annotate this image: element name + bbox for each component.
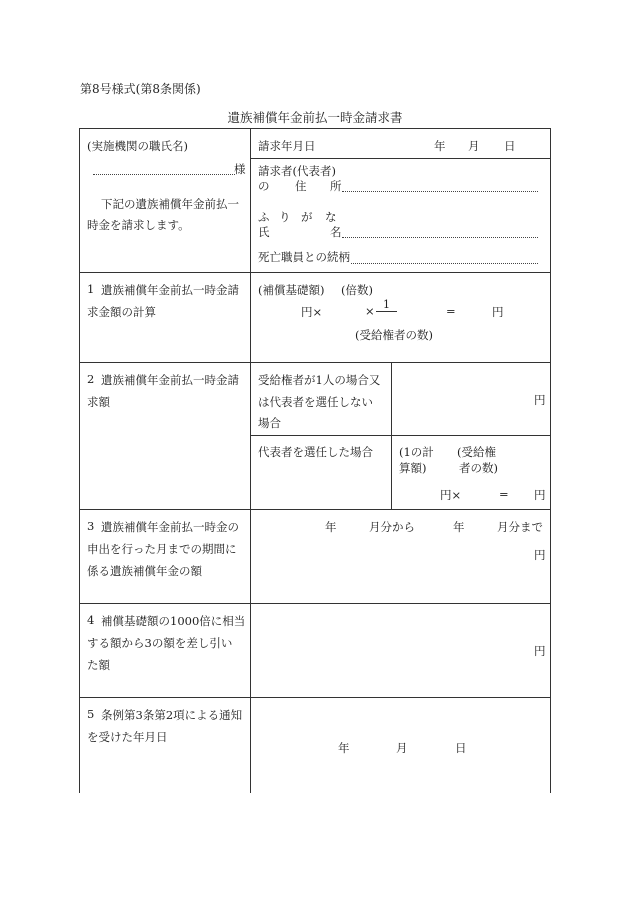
request-text-line1: 下記の遺族補償年金前払一	[101, 197, 239, 211]
section4-yen: 円	[534, 644, 546, 658]
request-date-day: 日	[504, 139, 516, 153]
date-row-divider	[250, 158, 551, 159]
table-left-border	[79, 128, 80, 793]
furigana-char-2: り	[279, 210, 291, 224]
section5-number: 5	[87, 707, 95, 721]
section1-yen: 円	[492, 305, 504, 319]
section3-to-label: 月分まで	[497, 520, 543, 534]
section5-label-line1: 条例第3条第2項による通知	[101, 708, 243, 722]
section1-equals: =	[446, 304, 456, 318]
section4-label-line2: する額から3の額を差し引い	[87, 636, 233, 650]
section2-label-line1: 遺族補償年金前払一時金請	[101, 373, 239, 387]
section2-rep-yen: 円	[534, 488, 546, 502]
section2-inner-horizontal	[250, 435, 551, 436]
request-date-year: 年	[434, 139, 446, 153]
relation-field[interactable]	[351, 263, 538, 264]
section3-year2: 年	[453, 520, 465, 534]
section1-times: ×	[365, 304, 375, 318]
section1-number: 1	[87, 282, 95, 296]
section3-label-line2: 申出を行った月までの期間に	[87, 542, 237, 556]
section1-label-line1: 遺族補償年金前払一時金請	[101, 283, 239, 297]
request-text-line2: 時金を請求します。	[87, 218, 190, 232]
claimant-label: 請求者(代表者)	[258, 164, 336, 178]
row-divider-4	[79, 603, 551, 604]
section3-from-label: 月分から	[369, 520, 415, 534]
section1-multiplier-label: (倍数)	[341, 283, 373, 297]
section4-label-line3: た額	[87, 658, 110, 672]
section3-yen: 円	[534, 548, 546, 562]
furigana-char-1: ふ	[258, 210, 270, 224]
furigana-char-3: が	[301, 210, 313, 224]
address-field[interactable]	[342, 191, 538, 192]
address-char-no: の	[258, 179, 270, 193]
table-top-border	[79, 128, 551, 129]
section1-denominator-label: (受給権者の数)	[355, 328, 433, 342]
row-divider-2	[79, 362, 551, 363]
section1-base-label: (補償基礎額)	[258, 283, 325, 297]
section2-rep-equals: =	[499, 487, 509, 501]
section2-rep-label: 代表者を選任した場合	[258, 445, 373, 459]
section5-month: 月	[396, 741, 408, 755]
table-right-border	[550, 128, 551, 793]
section2-rep-yen-times: 円×	[440, 488, 462, 502]
section2-single-line1: 受給権者が1人の場合又	[258, 373, 381, 387]
section2-single-line2: は代表者を選任しない	[258, 395, 373, 409]
section5-day: 日	[455, 741, 467, 755]
request-date-label: 請求年月日	[258, 139, 316, 153]
address-char-ju: 住	[295, 179, 307, 193]
column-divider	[250, 128, 251, 793]
section1-label-line2: 求金額の計算	[87, 305, 156, 319]
sama-label: 様	[234, 162, 246, 176]
section2-label-line2: 求額	[87, 395, 110, 409]
section5-label-line2: を受けた年月日	[87, 730, 168, 744]
section4-label-line1: 補償基礎額の1000倍に相当	[101, 614, 246, 628]
section1-fraction-line	[376, 311, 397, 312]
section3-label-line1: 遺族補償年金前払一時金の	[101, 520, 239, 534]
section2-rep-count-line1: (受給権	[457, 445, 496, 459]
address-char-sho: 所	[330, 179, 342, 193]
section2-single-line3: 場合	[258, 416, 281, 430]
row-divider-3	[79, 509, 551, 510]
institution-label: (実施機関の職氏名)	[87, 139, 188, 153]
application-form-table	[79, 128, 551, 793]
section1-yen-times: 円×	[301, 305, 323, 319]
name-field[interactable]	[342, 237, 538, 238]
row-divider-1	[79, 272, 551, 273]
section5-year: 年	[338, 741, 350, 755]
section1-numerator: 1	[383, 298, 390, 311]
institution-name-line[interactable]	[93, 174, 235, 175]
section2-rep-calc-line2: 算額)	[399, 461, 427, 475]
section2-rep-count-line2: 者の数)	[459, 461, 498, 475]
relation-label: 死亡職員との続柄	[258, 250, 350, 264]
section2-rep-calc-line1: (1の計	[399, 445, 434, 459]
section2-number: 2	[87, 372, 95, 386]
name-char-shi: 氏	[258, 225, 270, 239]
form-title: 遺族補償年金前払一時金請求書	[227, 110, 403, 125]
name-char-mei: 名	[330, 225, 342, 239]
section3-number: 3	[87, 519, 95, 533]
request-date-month: 月	[468, 139, 480, 153]
section4-number: 4	[87, 613, 95, 627]
form-number: 第8号様式(第8条関係)	[80, 82, 201, 96]
section3-label-line3: 係る遺族補償年金の額	[87, 564, 202, 578]
row-divider-5	[79, 697, 551, 698]
furigana-char-4: な	[325, 210, 337, 224]
section3-year1: 年	[325, 520, 337, 534]
section2-single-yen: 円	[534, 393, 546, 407]
